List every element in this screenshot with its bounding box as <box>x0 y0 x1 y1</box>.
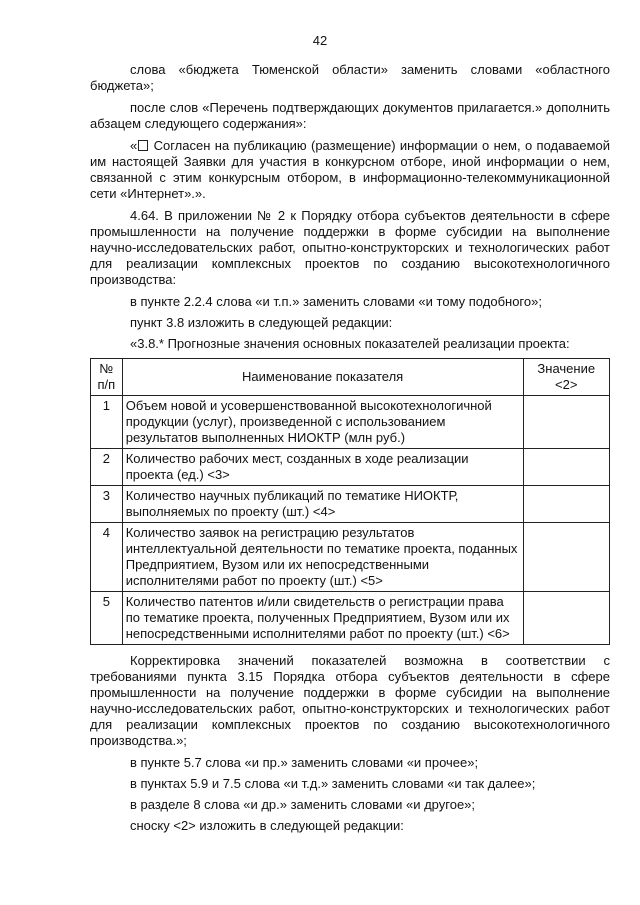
header-value: Значение <2> <box>523 359 609 396</box>
paragraph: в пунктах 5.9 и 7.5 слова «и т.д.» заменить словами «и так далее»; <box>130 776 536 791</box>
table-row <box>91 449 610 486</box>
header-name: Наименование показателя <box>122 359 523 396</box>
paragraph: в пункте 5.7 слова «и пр.» заменить словами «и прочее»; <box>130 755 479 770</box>
row-value <box>523 396 609 449</box>
paragraph: Корректировка значений показателей возможна в соответствии с требованиями пункта 3.15 Порядка отбора субъектов деятельности в сфере промышленности на получение поддержки в форме субсидии на выполнение научно-исследовательских работ, опытно-конструкторских и технологических работ для реализации комплексных проектов по созданию высокотехнологичного производства.»; <box>90 653 610 748</box>
row-name: Количество рабочих мест, созданных в ходе реализации проекта (ед.) <3> <box>122 449 523 486</box>
paragraph: 4.64. В приложении № 2 к Порядку отбора субъектов деятельности в сфере промышленности на получение поддержки в форме субсидии на выполнение научно-исследовательских работ, опытно-конструкторских и технологических работ для реализации комплексных проектов по созданию высокотехнологичного производства: <box>90 208 610 287</box>
consent-text: Согласен на публикацию (размещение) информации о нем, о подаваемой им настоящей Заявки для участия в конкурсном отборе, иной информации о нем, связанной с этим конкурсным отбором, в информационно-телекоммуникационной сети «Интернет».». <box>90 138 610 201</box>
consent-paragraph <box>90 138 610 202</box>
row-num: 1 <box>91 396 123 449</box>
paragraph: в пункте 2.2.4 слова «и т.п.» заменить словами «и тому подобного»; <box>130 294 542 309</box>
row-value <box>523 449 609 486</box>
row-value <box>523 523 609 592</box>
row-num: 2 <box>91 449 123 486</box>
page-number: 42 <box>312 33 328 48</box>
paragraph: после слов «Перечень подтверждающих документов прилагается.» дополнить абзацем следующего содержания»: <box>90 100 610 131</box>
header-num: № п/п <box>91 359 123 396</box>
table-row <box>91 396 610 449</box>
paragraph: сноску <2> изложить в следующей редакции: <box>130 818 404 833</box>
checkbox-icon <box>138 140 148 151</box>
consent-prefix: « <box>130 138 138 153</box>
row-value <box>523 486 609 523</box>
paragraph: слова «бюджета Тюменской области» заменить словами «областного бюджета»; <box>90 62 610 93</box>
row-name: Объем новой и усовершенствованной высокотехнологичной продукции (услуг), произведенной с использованием результатов выполненных НИОКТР (млн руб.) <box>122 396 523 449</box>
row-name: Количество патентов и/или свидетельств о регистрации права по тематике проекта, полученных Предприятием, Вузом или их непосредственными исполнителями работ по проекту (шт.) <6> <box>122 592 523 645</box>
table-header-row <box>91 359 610 396</box>
row-num: 3 <box>91 486 123 523</box>
row-name: Количество научных публикаций по тематике НИОКТР, выполняемых по проекту (шт.) <4> <box>122 486 523 523</box>
table-row <box>91 523 610 592</box>
row-num: 4 <box>91 523 123 592</box>
indicators-table <box>90 358 610 645</box>
row-name: Количество заявок на регистрацию результатов интеллектуальной деятельности по тематике проекта, поданных Предприятием, Вузом или их непосредственными исполнителями работ по проекту (шт.) <5> <box>122 523 523 592</box>
table-row <box>91 592 610 645</box>
paragraph: в разделе 8 слова «и др.» заменить словами «и другое»; <box>130 797 476 812</box>
row-value <box>523 592 609 645</box>
row-num: 5 <box>91 592 123 645</box>
paragraph: «3.8.* Прогнозные значения основных показателей реализации проекта: <box>130 336 570 351</box>
document-body <box>90 62 610 839</box>
table-row <box>91 486 610 523</box>
paragraph: пункт 3.8 изложить в следующей редакции: <box>130 315 393 330</box>
